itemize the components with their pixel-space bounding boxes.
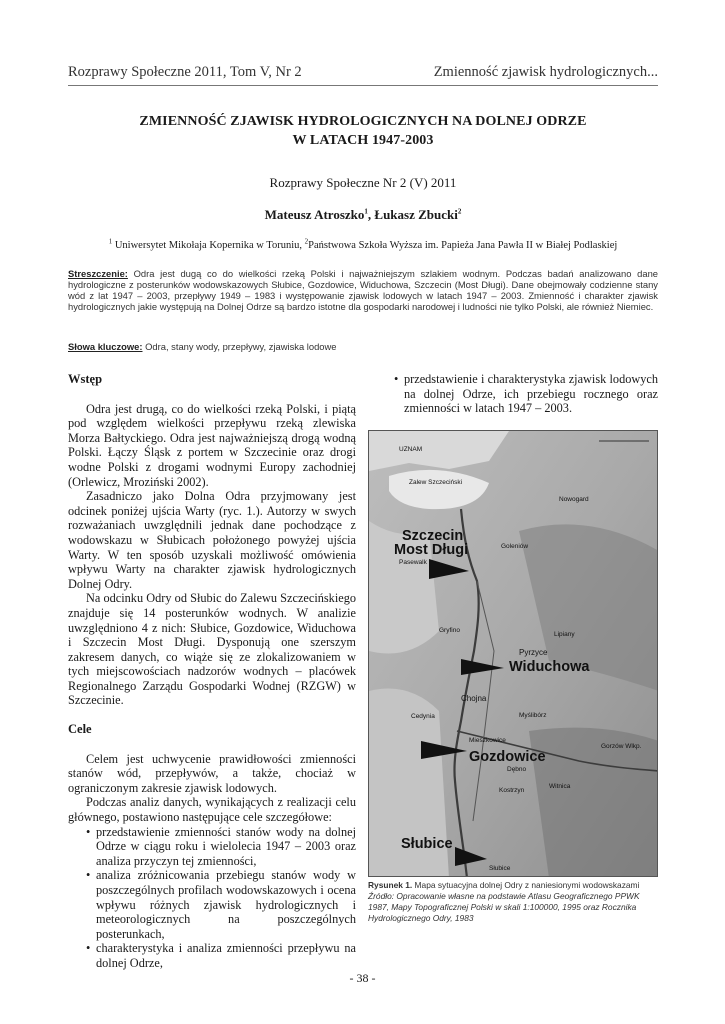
map-label-small: Zalew Szczeciński (409, 479, 463, 486)
caption-source: Źródło: Opracowanie własne na podstawie Atlasu Geograficznego PPWK 1987, Mapy Topograficznej Polski w skali 1:100000, 1995 oraz Rocznika Hydrologicznego Odry, 1983 (368, 891, 640, 923)
list-item: • przedstawienie i charakterystyka zjawisk lodowych na dolnej Odrze, ich przebiegu rocznego oraz zmienności w latach 1947 – 2003. (396, 372, 658, 416)
map-label-small: UZNAM (399, 446, 423, 453)
paragraph: Na odcinku Odry od Słubic do Zalewu Szczecińskiego znajduje się 14 posterunków wodnych. W analizie uwzględniono 4 z nich: Słubice, Gozdowice, Widuchowa i Szczecin Most Długi. Dysponują one szerszym zakresem danych, co wiąże się ze zlokalizowaniem w tych miejscowościach nadzorów wodnych – placówek Regionalnego Zarządu Gospodarki Wodnej (RZGW) w Szczecinie. (68, 591, 356, 708)
map-label-small: Lipiany (554, 631, 575, 638)
map-label-slubice: Słubice (401, 836, 453, 852)
list-item: • charakterystyka i analiza zmienności przepływu na dolnej Odrze, (88, 941, 356, 970)
map-label-gozdowice: Gozdowice (469, 749, 546, 765)
map-label-small: Myślibórz (519, 712, 547, 719)
affil-2: Państwowa Szkoła Wyższa im. Papieża Jana Pawła II w Białej Podlaskiej (308, 240, 618, 251)
author-sep: , (367, 207, 375, 222)
journal-issue: Rozprawy Społeczne Nr 2 (V) 2011 (269, 175, 457, 190)
map-label-small: Pasewalk (399, 559, 427, 566)
map-label-small: Gryfino (439, 627, 460, 634)
map-label-small: Kostrzyn (499, 787, 525, 794)
author-1: Mateusz Atroszko (264, 207, 365, 222)
aims-list (88, 825, 356, 971)
caption-text: Mapa sytuacyjna dolnej Odry z naniesionymi wodowskazami (412, 880, 640, 890)
right-column (388, 372, 658, 416)
keywords (68, 341, 658, 352)
affil-1: Uniwersytet Mikołaja Kopernika w Toruniu, (112, 240, 305, 251)
authors (68, 207, 658, 223)
section-heading-intro: Wstęp (68, 372, 103, 386)
title-line-1: ZMIENNOŚĆ ZJAWISK HYDROLOGICZNYCH NA DOLNEJ ODRZE (139, 114, 587, 129)
map-label-small: Gorzów Wlkp. (601, 743, 642, 750)
map-label-small: Mieszkowice (469, 737, 506, 744)
map-label-small: Cedynia (411, 713, 435, 720)
situation-map (368, 430, 658, 877)
map-label-small: Witnica (549, 783, 571, 790)
paragraph: Zasadniczo jako Dolna Odra przyjmowany jest odcinek poniżej ujścia Warty (ryc. 1.). Autorzy w swych rozważaniach uwzględnili jednak dane pochodzące z wodowskazu w Słubicach położonego powyżej ujścia Warty. W ten sposób uzyskali możliwość omówienia wpływu Warty na charakter zjawisk hydrologicznych Dolnej Odry. (68, 489, 356, 591)
left-column (68, 372, 356, 971)
map-label-small: Goleniów (501, 543, 529, 550)
title-line-2: W LATACH 1947-2003 (292, 133, 434, 148)
keywords-text: Odra, stany wody, przepływy, zjawiska lodowe (142, 341, 337, 352)
map-label-small: Dębno (507, 766, 527, 773)
caption-label: Rysunek 1. (368, 880, 413, 890)
map-label-small: Nowogard (559, 496, 589, 503)
affil-sup-2: 2 (304, 237, 309, 246)
map-label-most-dlugi: Most Długi (394, 542, 469, 558)
abstract-label: Streszczenie: (68, 268, 128, 279)
figure-caption (368, 880, 658, 924)
paragraph: Podczas analiz danych, wynikających z realizacji celu głównego, postawiono następujące cele szczegółowe: (68, 795, 356, 825)
author-2-sup: 2 (457, 207, 462, 216)
map-label-small: Pyrzyce (519, 648, 548, 657)
map-label-widuchowa: Widuchowa (509, 659, 590, 675)
abstract (68, 268, 658, 312)
list-item: • analiza zróżnicowania przebiegu stanów wody w poszczególnych profilach wodowskazowych i ocena wpływu różnych zjawisk hydrologicznych i meteorologicznych na poszczególnych posterunkach, (88, 868, 356, 941)
author-2: Łukasz Zbucki (374, 207, 458, 222)
paragraph: Celem jest uchwycenie prawidłowości zmienności stanów wód, przepływów, a także, chociaż w ograniczonym zakresie zjawisk lodowych. (68, 751, 356, 795)
author-1-sup: 1 (364, 207, 368, 216)
map-area-southeast (529, 728, 658, 877)
affil-sup-1: 1 (108, 237, 113, 246)
section-heading-aims: Cele (68, 722, 92, 737)
map-label-small: Chojna (461, 694, 487, 703)
header-journal: Rozprawy Społeczne 2011, Tom V, Nr 2 (68, 64, 302, 80)
abstract-text: Odra jest dugą co do wielkości rzeką Polski i najważniejszym szlakiem wodnym. Podczas badań analizowano dane hydrologiczne z posterunków wodowskazowych Słubice, Gozdowice, Widuchowa, Szczecin (Most Długi). Dane obejmowały codzienne stany wód z lat 1947 – 2003, przepływy 1949 – 1983 i występowanie zjawisk lodowych w latach 1947 – 2003. Zmienność i charakter zjawisk hydrologicznych jakie występują na Dolnej Odrze są bardzo istotne dla gospodarki narodowej i ludności nie tylko Polski, ale również Niemiec. (68, 268, 658, 312)
page-number: - 38 - (349, 971, 376, 985)
running-header (68, 64, 658, 84)
list-item: • przedstawienie zmienności stanów wody na dolnej Odrze w ciągu roku i wielolecia 1947 – 2003 oraz analiza przyczyn tej zmienności, (88, 825, 356, 869)
map-label-szczecin: Szczecin (402, 528, 464, 544)
affiliations (68, 237, 658, 251)
header-short-title: Zmienność zjawisk hydrologicznych... (433, 64, 658, 80)
map-label-small: Słubice (489, 865, 511, 872)
article-title (68, 112, 658, 150)
paragraph: Odra jest drugą, co do wielkości rzeką Polski, i piątą pod względem wielkości przepływu rzeką zlewiska Morza Bałtyckiego. Odra jest najważniejszą drogą wodną Polski. Łączy Śląsk z portem w Szczecinie oraz drogi wodne Polski z drogami wodnymi Europy zachodniej (Orlewicz, Mroziński 2002). (68, 401, 356, 489)
header-rule (68, 85, 658, 86)
map-relief (369, 431, 658, 877)
aims-list-continued (396, 372, 658, 416)
keywords-label: Słowa kluczowe: (68, 341, 143, 352)
